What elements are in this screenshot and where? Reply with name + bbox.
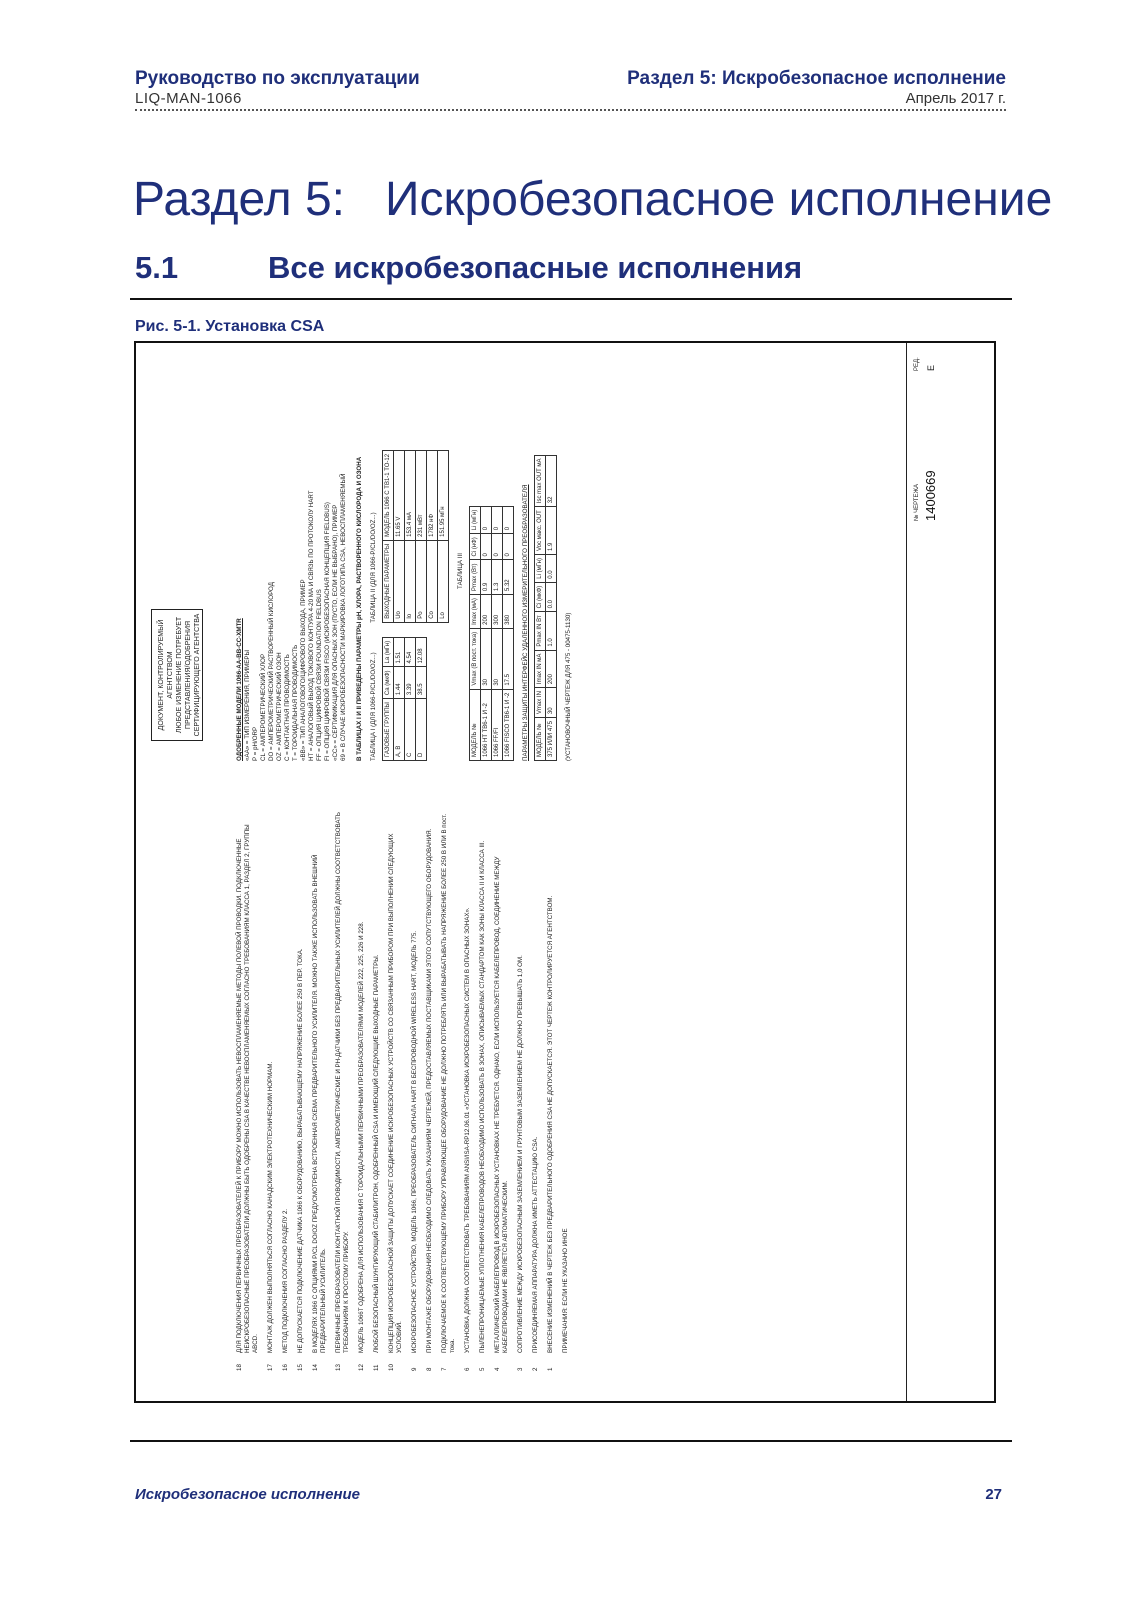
drawing-note (297, 811, 305, 1371)
table-cell: 0 (503, 506, 514, 534)
table-cell: 153.4 мА (405, 450, 416, 540)
figure-caption: Рис. 5-1. Установка CSA (135, 318, 325, 335)
note-text: В МОДЕЛЯХ 1066 С ОПЦИЯМИ P/CL DO/OZ ПРЕДУСМОТРЕНА ВСТРОЕННАЯ СХЕМА ПРЕДВАРИТЕЛЬНОГО УСИЛИТЕЛЯ. МОЖНО ТАКЖЕ ИСПОЛЬЗОВАТЬ ВНЕШНИЙ ПРЕДВАРИТЕЛЬНЫЙ УСИЛИТЕЛЬ. (312, 854, 327, 1353)
subsection-number: 5.1 (135, 250, 179, 285)
table-cell: 1.9 (546, 507, 557, 555)
table-cell: ВЫХОДНЫЕ ПАРАМЕТРЫ (383, 540, 394, 622)
model-line: «BB» = ТИП АНАЛОГОВОГО/ЦИФРОВОГО ВЫХОДА, ПРИМЕР (300, 579, 307, 761)
table-cell: La (мГн) (383, 637, 394, 667)
note-number: 13 (335, 1364, 342, 1371)
note-text: ПРИМЕЧАНИЯ: ЕСЛИ НЕ УКАЗАНО ИНОЕ (562, 1228, 569, 1353)
note-text: ПЫЛЕНЕПРОНИЦАЕМЫЕ УПЛОТНЕНИЯ КАБЕЛЕПРОВОДОВ НЕОБХОДИМО ИСПОЛЬЗОВАТЬ В ЗОНАХ, ОПИСЫВАЕМЫХ СТАНДАРТОМ КАК ЗОНЫ КЛАССА II И КЛАССА III. (479, 840, 486, 1353)
table-cell: 17.5 (503, 628, 514, 689)
table-cell: 1782 нФ (427, 450, 438, 540)
drawing-note (479, 811, 487, 1371)
footer-section-name: Искробезопасное исполнение (135, 1486, 361, 1503)
note-text: ВНЕСЕНИЕ ИЗМЕНЕНИЙ В ЧЕРТЕЖ БЕЗ ПРЕДВАРИТЕЛЬНОГО ОДОБРЕНИЯ CSA НЕ ДОПУСКАЕТСЯ. ЭТОТ ЧЕРТЕЖ КОНТРОЛИРУЕТСЯ АГЕНТСТВОМ. (547, 895, 554, 1353)
note-number: 1 (547, 1367, 554, 1371)
table-cell: 1.51 (394, 637, 405, 667)
models-list (244, 381, 348, 761)
table-cell: Li (мГн) (535, 555, 546, 583)
table-cell: 3.39 (405, 667, 416, 699)
model-line: FF = ОПЦИЯ ЦИФРОВОЙ СВЯЗИ FOUNDATION FIELDBUS (316, 589, 323, 761)
table-i (382, 637, 427, 761)
table-row (394, 450, 405, 622)
drawing-note (441, 811, 457, 1371)
table-cell: Ci (мкФ) (535, 582, 546, 612)
table-row (383, 637, 394, 760)
manual-title: Руководство по эксплуатации (135, 68, 420, 89)
note-number: 15 (297, 1364, 304, 1371)
note-text: МОНТАЖ ДОЛЖЕН ВЫПОЛНЯТЬСЯ СОГЛАСНО КАНАДСКИМ ЭЛЕКТРОТЕХНИЧЕСКИМ НОРМАМ. (267, 1061, 274, 1353)
table-cell: 151.95 мГн (438, 450, 449, 540)
table-cell: Li (мГн) (470, 506, 481, 534)
table-row (481, 506, 492, 760)
note-text: НЕ ДОПУСКАЕТСЯ ПОДКЛЮЧЕНИЕ ДАТЧИКА 1066 К ОБОРУДОВАНИЮ, ВЫРАБАТЫВАЮЩЕМУ НАПРЯЖЕНИЕ БОЛЕЕ 250 В ПЕР. ТОКА. (297, 948, 304, 1353)
model-line: C = КОНТАКТНАЯ ПРОВОДИМОСТЬ (284, 654, 291, 761)
table-cell: 30 (481, 628, 492, 689)
drawing-number: 1400669 (923, 470, 938, 521)
drawing-note (358, 811, 366, 1371)
installation-drawing (134, 341, 996, 1403)
agency-stamp (151, 609, 203, 741)
table-cell: Vmax (В пост. тока) (470, 628, 481, 689)
drawing-note (547, 811, 555, 1371)
note-number: 11 (373, 1364, 380, 1371)
model-line: DO = АМПЕРОМЕТРИЧЕСКИЙ РАСТВОРЕННЫЙ КИСЛОРОД (268, 582, 275, 761)
table-cell: 1.0 (546, 612, 557, 650)
table-cell: 32 (546, 455, 557, 507)
drawing-note (236, 811, 260, 1371)
table-cell: Vmax IN (535, 688, 546, 718)
drawing-specs (236, 381, 573, 761)
table-cell: Imax IN мА (535, 650, 546, 687)
note-number: 14 (312, 1364, 319, 1371)
note-text: ПРИ МОНТАЖЕ ОБОРУДОВАНИЯ НЕОБХОДИМО СЛЕДОВАТЬ УКАЗАНИЯМ ЧЕРТЕЖЕЙ, ПРЕДОСТАВЛЯЕМЫХ ПОСТАВЩИКАМИ ЭТОГО СОПУТСТВУЮЩЕГО ОБОРУДОВАНИЯ. (426, 828, 433, 1353)
note-text: ПРИСОЕДИНЯЕМАЯ АППАРАТУРА ДОЛЖНА ИМЕТЬ АТТЕСТАЦИЮ CSA. (532, 1136, 539, 1353)
table-cell: Imax (мА) (470, 595, 481, 629)
model-line: «AA» = ТИП ИЗМЕРЕНИЯ, ПРИМЕРЫ (244, 649, 251, 761)
table-cell: МОДЕЛЬ № (535, 718, 546, 761)
stamp-line: ПРЕДСТАВЛЕНИЯ/ОДОБРЕНИЯ (185, 620, 192, 730)
drawing-note (426, 811, 434, 1371)
table-row (394, 637, 405, 760)
table-cell: Pmax IN Вт (535, 612, 546, 650)
table-cell: Uo (394, 540, 405, 622)
table-cell: 38.5 (416, 667, 427, 699)
table-row (438, 450, 449, 622)
table-cell: 1.3 (492, 560, 503, 595)
table-cell: 1066 HT ТВ6-1 И -2 (481, 689, 492, 760)
table-cell: 200 (481, 595, 492, 629)
drawing-note (532, 811, 540, 1371)
revision-value: E (926, 364, 936, 371)
note-number: 6 (464, 1367, 471, 1371)
table-cell: D (416, 699, 427, 761)
drawing-note (282, 811, 290, 1371)
table-cell: 0.9 (481, 560, 492, 595)
model-line: 69 = В СЛУЧАЕ ИСКРОБЕЗОПАСНОСТИ МАРКИРОВКА ЛОГОТИПА CSA, НЕВОСПЛАМЕНЯЕМЫЙ (340, 473, 347, 761)
table-cell: C (405, 699, 416, 761)
table-cell: 30 (546, 688, 557, 718)
table-cell: 0 (503, 534, 514, 560)
model-line: HT = АНАЛОГОВЫЙ ВЫХОД ТОКОВОГО КОНТУРА 4-20 МА И СВЯЗЬ ПО ПРОТОКОЛУ HART (308, 490, 315, 761)
table3-title: ТАБЛИЦА III (457, 553, 464, 589)
table-cell: Io (405, 540, 416, 622)
note-number: 8 (426, 1367, 433, 1371)
stamp-line: ЛЮБОЕ ИЗМЕНЕНИЕ ПОТРЕБУЕТ (176, 616, 183, 734)
table-row (383, 450, 394, 622)
table-cell: 4.54 (405, 637, 416, 667)
note-number (562, 1353, 570, 1371)
table-row (535, 455, 546, 760)
model-line: P = pH/ORP (252, 726, 259, 761)
note-text: ИСКРОБЕЗОПАСНОЕ УСТРОЙСТВО, МОДЕЛЬ 1066, ПРЕОБРАЗОВАТЕЛЬ СИГНАЛА HART В БЕСПРОВОДНОЙ WIRELESS HART, МОДЕЛЬ 775. (411, 930, 418, 1353)
drawing-note (562, 811, 570, 1371)
note-text: УСТАНОВКА ДОЛЖНА СООТВЕТСТВОВАТЬ ТРЕБОВАНИЯМ ANSI/ISA-RP12.06.01 «УСТАНОВКА ИСКРОБЕЗОПАСНЫХ СИСТЕМ В ОПАСНЫХ ЗОНАХ». (464, 907, 471, 1353)
table-cell: 1.44 (394, 667, 405, 699)
table-row (405, 637, 416, 760)
table-cell: МОДЕЛЬ 1066 С ТВ1-1 ТО-12 (383, 450, 394, 540)
stamp-line: СЕРТИФИЦИРУЮЩЕГО АГЕНТСТВА (194, 613, 201, 737)
drawing-note (517, 811, 525, 1371)
stamp-line: АГЕНТСТВОМ (167, 651, 174, 699)
note-text: ЛЮБОЙ БЕЗОПАСНЫЙ ШУНТИРУЮЩИЙ СТАБИЛИТРОН, ОДОБРЕННЫЙ CSA И ИМЕЮЩИЙ СЛЕДУЮЩИЕ ВЫХОДНЫЕ ПАРАМЕТРЫ. (373, 954, 380, 1353)
note-number: 18 (236, 1364, 243, 1371)
document-id: LIQ-MAN-1066 (135, 90, 242, 107)
table-row (405, 450, 416, 622)
note-number: 9 (411, 1367, 418, 1371)
note-number: 16 (282, 1364, 289, 1371)
table-cell: 30 (492, 628, 503, 689)
table1-title: ТАБЛИЦА I (ДЛЯ 1066-P/CL/DO/OZ...) (370, 652, 377, 761)
drawing-number-label: № ЧЕРТЕЖА (914, 483, 920, 521)
table-cell: МОДЕЛЬ № (470, 689, 481, 760)
table-cell: 0 (492, 506, 503, 534)
note-text: ПОДКЛЮЧАЕМОЕ К СООТВЕТСТВУЮЩЕМУ ПРИБОРУ УПРАВЛЯЮЩЕЕ ОБОРУДОВАНИЕ НЕ ДОЛЖНО ПОТРЕБЛЯТЬ ИЛИ ВЫРАБАТЫВАТЬ НАПРЯЖЕНИЕ БОЛЕЕ 250 В ИЛИ В пост. тока. (441, 813, 456, 1353)
table-ii (382, 450, 449, 623)
install-drawing-ref: (УСТАНОВОЧНЫЙ ЧЕРТЕЖ ДЛЯ 475 - 00475-1130) (565, 612, 572, 761)
footer-divider (130, 1440, 1012, 1442)
note-number: 7 (441, 1367, 448, 1371)
drawing-note (464, 811, 472, 1371)
note-text: ДЛЯ ПОДКЛЮЧЕНИЯ ПЕРВИЧНЫХ ПРЕОБРАЗОВАТЕЛЕЙ К ПРИБОРУ МОЖНО ИСПОЛЬЗОВАТЬ НЕВОСПЛАМЕНЯЕМЫЕ МЕТОДЫ ПОЛЕВОЙ ПРОВОДКИ. ПОДКЛЮЧЕННЫЕ НЕИСКРОБЕЗОПАСНЫЕ ПРЕОБРАЗОВАТЕЛИ ДОЛЖНЫ БЫТЬ ОДОБРЕНЫ CSA В КАЧЕСТВЕ НЕВОСПЛАМЕНЯЕМЫХ СОГЛАСНО ТРЕБОВАНИЯМ КЛАССА 1, РАЗДЕЛ 2, ГРУППЫ ABCD. (236, 824, 259, 1353)
drawing-note (373, 811, 381, 1371)
drawing-notes (236, 811, 577, 1371)
table-row (503, 506, 514, 760)
table-cell: 231 мВт (416, 450, 427, 540)
note-text: ПЕРВИЧНЫЕ ПРЕОБРАЗОВАТЕЛИ КОНТАКТНОЙ ПРОВОДИМОСТИ, АМПЕРОМЕТРИЧЕСКИЕ И PH-ДАТЧИКИ БЕЗ ПРЕДВАРИТЕЛЬНЫХ УСИЛИТЕЛЕЙ ДОЛЖНЫ СООТВЕТСТВОВАТЬ ТРЕБОВАНИЯМ К ПРОСТОМУ ПРИБОРУ. (335, 812, 350, 1353)
table-cell: Isc max OUT мА (535, 455, 546, 507)
table-cell: Co (427, 540, 438, 622)
drawing-note (411, 811, 419, 1371)
model-line: «CC» = СЕРТИФИКАЦИЯ ДЛЯ ОПАСНЫХ ЗОН (ПУСТО, ЕСЛИ НЕ ВЫБРАНО), ПРИМЕР (332, 504, 339, 761)
table-cell: Ci (нФ) (470, 534, 481, 560)
model-line: T = ТОРОИДАЛЬНАЯ ПРОВОДИМОСТЬ (292, 644, 299, 761)
note-number: 2 (532, 1367, 539, 1371)
table-iii (469, 506, 514, 761)
title-block (906, 343, 994, 1401)
table-cell: Voc макс. OUT (535, 507, 546, 555)
table-cell: 0.0 (546, 582, 557, 612)
model-line: CL = АМПЕРОМЕТРИЧЕСКИЙ ХЛОР (260, 653, 267, 761)
table-row (427, 450, 438, 622)
table-cell: 200 (546, 650, 557, 687)
table-cell: 0.0 (546, 555, 557, 583)
table-cell: 0 (481, 534, 492, 560)
drawing-note (267, 811, 275, 1371)
table-row (546, 455, 557, 760)
header-divider (135, 109, 1006, 111)
table-cell: Ca (мкФ) (383, 667, 394, 699)
note-number: 4 (494, 1367, 501, 1371)
table-cell: ГАЗОВЫЕ ГРУППЫ (383, 699, 394, 761)
note-number: 10 (388, 1364, 395, 1371)
table-row (416, 637, 427, 760)
table-cell: 300 (492, 595, 503, 629)
note-number: 17 (267, 1364, 274, 1371)
model-line: FI = ОПЦИЯ ЦИФРОВОЙ СВЯЗИ FISCO (ИСКРОБЕЗОПАСНАЯ КОНЦЕПЦИЯ FIELDBUS) (324, 502, 331, 761)
subsection-title: Все искробезопасные исполнения (268, 250, 803, 285)
drawing-note (312, 811, 328, 1371)
page-number: 27 (985, 1486, 1002, 1503)
table-row (492, 506, 503, 760)
note-text: МЕТОД ПОДКЛЮЧЕНИЯ СОГЛАСНО РАЗДЕЛУ 2. (282, 1208, 289, 1353)
note-number: 5 (479, 1367, 486, 1371)
table-cell: 1066 FF/FI (492, 689, 503, 760)
table-cell: 12.08 (416, 637, 427, 667)
model-line: OZ = АМПЕРОМЕТРИЧЕСКИЙ ОЗОН (276, 652, 283, 761)
table-row (416, 450, 427, 622)
drawing-note (494, 811, 510, 1371)
note-text: КОНЦЕПЦИЯ ИСКРОБЕЗОПАСНОЙ ЗАЩИТЫ ДОПУСКАЕТ СОЕДИНЕНИЕ ИСКРОБЕЗОПАСНЫХ УСТРОЙСТВ СО СВЯЗАННЫМ ПРИБОРОМ ПРИ ВЫПОЛНЕНИИ СЛЕДУЮЩИХ УСЛОВИЙ. (388, 833, 403, 1353)
note-text: СОПРОТИВЛЕНИЕ МЕЖДУ ИСКРОБЕЗОПАСНЫМ ЗАЗЕМЛЕНИЕМ И ГРУНТОВЫМ ЗАЗЕМЛЕНИЕМ НЕ ДОЛЖНО ПРЕВЫШАТЬ 1,0 ОМ. (517, 955, 524, 1353)
note-text: МЕТАЛЛИЧЕСКИЙ КАБЕЛЕПРОВОД В ИСКРОБЕЗОПАСНЫХ УСТАНОВКАХ НЕ ТРЕБУЕТСЯ. ОДНАКО, ЕСЛИ ИСПОЛЬЗУЕТСЯ КАБЕЛЕПРОВОД, СОЕДИНЕНИЕ МЕЖДУ КАБЕЛЕПРОВОДАМИ НЕ ЯВЛЯЕТСЯ АВТОМАТИЧЕСКИМ. (494, 856, 509, 1353)
tables-note: В ТАБЛИЦАХ I И II ПРИВЕДЕНЫ ПАРАМЕТРЫ pH, ХЛОРА, РАСТВОРЕННОГО КИСЛОРОДА И ОЗОНА (356, 456, 363, 761)
revision-label: РЕД. (914, 357, 920, 371)
table-row (470, 506, 481, 760)
table-cell: 11.65 V (394, 450, 405, 540)
table2-title: ТАБЛИЦА II (ДЛЯ 1066-P/CL/DO/OZ...) (370, 512, 377, 623)
drawing-note (335, 811, 351, 1371)
section-title: Раздел 5: Искробезопасное исполнение (133, 173, 1053, 226)
rotated-drawing-sheet (136, 343, 994, 1401)
table-cell: 0 (492, 534, 503, 560)
table-cell: Pmax (Вт) (470, 560, 481, 595)
note-number: 12 (358, 1364, 365, 1371)
table-cell: Po (416, 540, 427, 622)
table-cell: 380 (503, 595, 514, 629)
table4-title: ПАРАМЕТРЫ ЗАЩИТЫ ИНТЕРФЕЙС УДАЛЕННОГО ИЗМЕРИТЕЛЬНОГО ПРЕОБРАЗОВАТЕЛЯ (522, 484, 529, 761)
section-header-title: Раздел 5: Искробезопасное исполнение (627, 68, 1006, 89)
remote-transmitter-table (534, 455, 557, 761)
table-cell: Lo (438, 540, 449, 622)
subsection-divider (130, 298, 1012, 300)
table-cell: 375 ИЛИ 475 (546, 718, 557, 761)
models-title: ОДОБРЕННЫЕ МОДЕЛИ 1066-AA-BB-CC-XMTR (236, 618, 243, 761)
table-cell: 5.32 (503, 560, 514, 595)
table-cell: 0 (481, 506, 492, 534)
note-number: 3 (517, 1367, 524, 1371)
table-cell: 1066 FISCO ТВ6-1 И -2 (503, 689, 514, 760)
drawing-note (388, 811, 404, 1371)
table-cell: A, B (394, 699, 405, 761)
stamp-line: ДОКУМЕНТ, КОНТРОЛИРУЕМЫЙ (158, 619, 165, 731)
note-text: МОДЕЛЬ 1066T ОДОБРЕНА ДЛЯ ИСПОЛЬЗОВАНИЯ С ТОРОИДАЛЬНЫМИ ПЕРВИЧНЫМИ ПРЕОБРАЗОВАТЕЛЯМИ МОДЕЛЕЙ 222, 225, 226 И 228. (358, 921, 365, 1353)
document-date: Апрель 2017 г. (905, 90, 1006, 107)
